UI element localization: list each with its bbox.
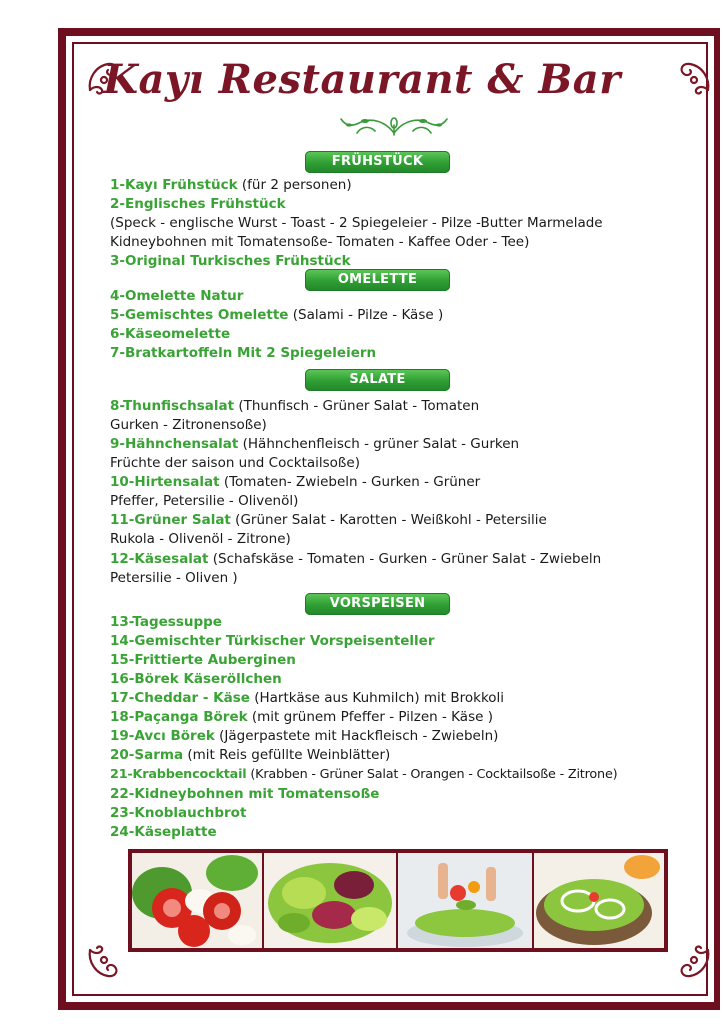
menu-item: 16-Börek Käseröllchen <box>110 671 282 687</box>
menu-item: 9-Hähnchensalat (Hähnchenfleisch - grüner Salat - Gurken <box>110 436 520 452</box>
menu-item: 15-Frittierte Auberginen <box>110 652 296 668</box>
menu-item: 22-Kidneybohnen mit Tomatensoße <box>110 786 380 802</box>
menu-item: 5-Gemischtes Omelette (Salami - Pilze - Käse ) <box>110 307 444 323</box>
menu-item-description: (Speck - englische Wurst - Toast - 2 Spiegeleier - Pilze -Butter Marmelade <box>110 215 603 231</box>
salad-bowl-photo <box>534 853 664 948</box>
tomato-mozzarella-photo <box>132 853 262 948</box>
menu-item: 24-Käseplatte <box>110 824 217 840</box>
section-heading-vorspeisen: VORSPEISEN <box>305 593 450 615</box>
mixed-salad-photo <box>264 853 396 948</box>
menu-item-description: Gurken - Zitronensoße) <box>110 417 267 433</box>
menu-item: 23-Knoblauchbrot <box>110 805 247 821</box>
menu-item-description: Pfeffer, Petersilie - Olivenöl) <box>110 493 299 509</box>
menu-item: 18-Paçanga Börek (mit grünem Pfeffer - Pilzen - Käse ) <box>110 709 493 725</box>
menu-item: 13-Tagessuppe <box>110 614 222 630</box>
menu-item: 7-Bratkartoffeln Mit 2 Spiegeleiern <box>110 345 377 361</box>
menu-item: 4-Omelette Natur <box>110 288 244 304</box>
menu-item: 2-Englisches Frühstück <box>110 196 286 212</box>
section-heading-salate: SALATE <box>305 369 450 391</box>
menu-item: 21-Krabbencocktail (Krabben - Grüner Salat - Orangen - Cocktailsoße - Zitrone) <box>110 767 618 782</box>
section-heading-omelette: OMELETTE <box>305 269 450 291</box>
food-photo-strip <box>128 849 668 952</box>
menu-item: 20-Sarma (mit Reis gefüllte Weinblätter) <box>110 747 391 763</box>
menu-item-description: Kidneybohnen mit Tomatensoße- Tomaten - Kaffee Oder - Tee) <box>110 234 530 250</box>
menu-item: 10-Hirtensalat (Tomaten- Zwiebeln - Gurken - Grüner <box>110 474 481 490</box>
leaf-flourish-icon <box>335 113 453 139</box>
menu-item: 14-Gemischter Türkischer Vorspeisenteller <box>110 633 435 649</box>
restaurant-title: Kayı Restaurant & Bar <box>103 56 621 103</box>
menu-item: 19-Avcı Börek (Jägerpastete mit Hackfleisch - Zwiebeln) <box>110 728 499 744</box>
corner-ornament-icon <box>84 944 122 982</box>
menu-item: 1-Kayı Frühstück (für 2 personen) <box>110 177 352 193</box>
menu-item: 11-Grüner Salat (Grüner Salat - Karotten - Weißkohl - Petersilie <box>110 512 547 528</box>
menu-item-description: Früchte der saison und Cocktailsoße) <box>110 455 361 471</box>
salad-tossing-photo <box>398 853 532 948</box>
menu-item: 8-Thunfischsalat (Thunfisch - Grüner Salat - Tomaten <box>110 398 480 414</box>
section-heading-fruhstuck: FRÜHSTÜCK <box>305 151 450 173</box>
menu-item: 17-Cheddar - Käse (Hartkäse aus Kuhmilch) mit Brokkoli <box>110 690 505 706</box>
menu-item-description: Petersilie - Oliven ) <box>110 570 238 586</box>
menu-item: 12-Käsesalat (Schafskäse - Tomaten - Gurken - Grüner Salat - Zwiebeln <box>110 551 602 567</box>
menu-item: 3-Original Turkisches Frühstück <box>110 253 351 269</box>
menu-item-description: Rukola - Olivenöl - Zitrone) <box>110 531 291 547</box>
corner-ornament-icon <box>676 944 714 982</box>
menu-item: 6-Käseomelette <box>110 326 231 342</box>
